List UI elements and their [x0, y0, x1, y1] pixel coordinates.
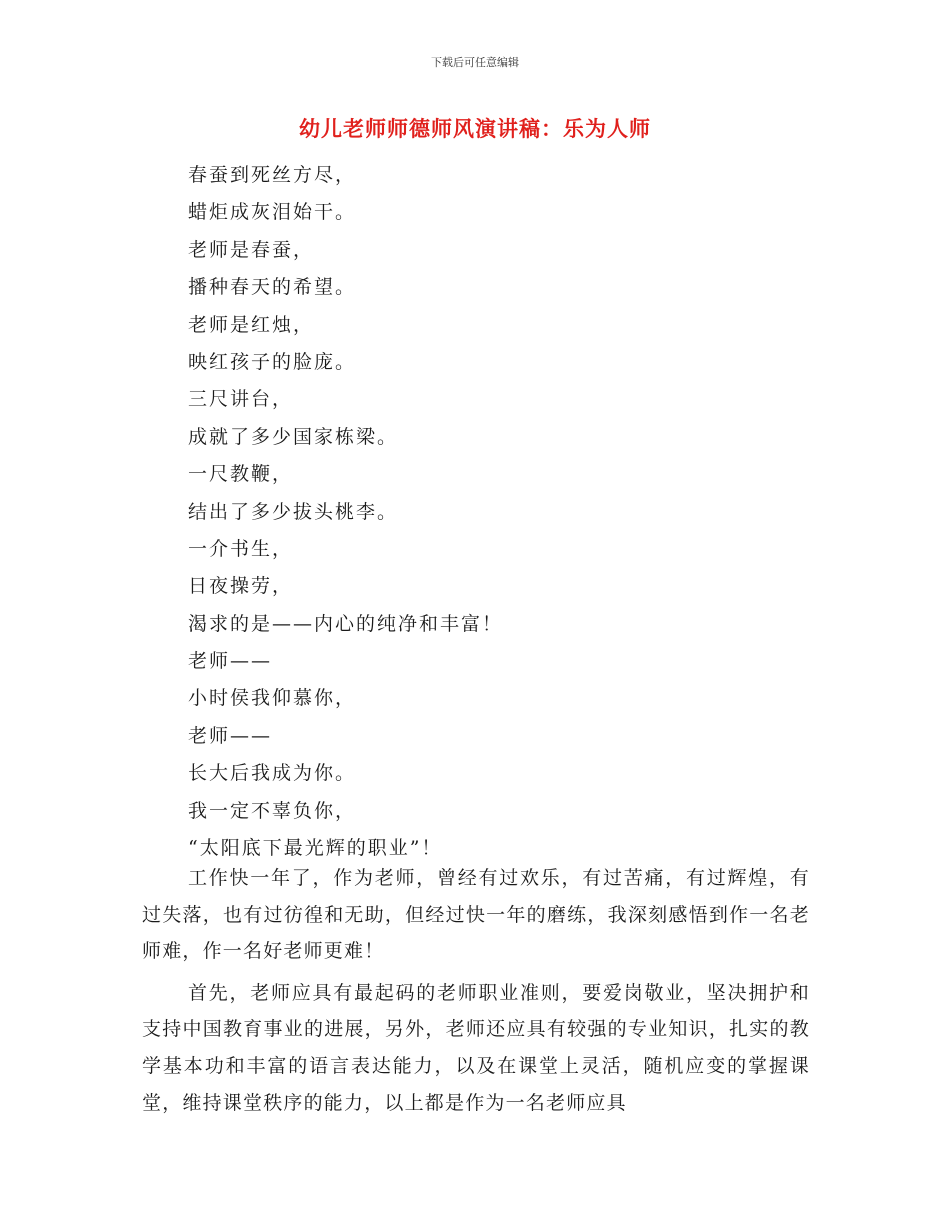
- poem-line: 老师——: [188, 724, 273, 747]
- paragraph: 首先，老师应具有最起码的老师职业准则，要爱岗敬业，坚决拥护和支持中国教育事业的进展，另外，老师还应具有较强的专业知识，扎实的教学基本功和丰富的语言表达能力，以及在课堂上灵活，随机应变的掌握课堂，维持课堂秩序的能力，以上都是作为一名老师应具: [142, 981, 810, 1114]
- poem-line: 老师是春蚕，: [188, 238, 315, 261]
- page-header-note: 下载后可任意编辑: [431, 56, 519, 69]
- poem-line: 一介书生，: [188, 537, 294, 560]
- poem-block: [188, 160, 828, 870]
- poem-line: 播种春天的希望。: [188, 276, 357, 299]
- poem-line: 结出了多少拔头桃李。: [188, 500, 399, 523]
- poem-line: 春蚕到死丝方尽，: [188, 164, 357, 186]
- poem-line: 一尺教鞭，: [188, 463, 294, 486]
- poem-line: 小时侯我仰慕你，: [188, 687, 357, 710]
- poem-line: 老师是红烛，: [188, 313, 315, 336]
- poem-line: 我一定不辜负你，: [188, 799, 357, 822]
- poem-line: 老师——: [188, 650, 273, 673]
- poem-line: 三尺讲台，: [188, 388, 294, 411]
- poem-line: 日夜操劳，: [188, 575, 294, 598]
- poem-line: 长大后我成为你。: [188, 762, 357, 785]
- body-text: [142, 860, 810, 1126]
- poem-line: 渴求的是——内心的纯净和丰富！: [188, 612, 504, 635]
- paragraph: 工作快一年了，作为老师，曾经有过欢乐，有过苦痛，有过辉煌，有过失落，也有过彷徨和无助，但经过快一年的磨练，我深刻感悟到作一名老师难，作一名好老师更难！: [142, 867, 810, 963]
- poem-line: “太阳底下最光辉的职业”！: [188, 837, 443, 860]
- poem-line: 成就了多少国家栋梁。: [188, 425, 399, 448]
- poem-line: 蜡炬成灰泪始干。: [188, 201, 357, 224]
- document-title: 幼儿老师师德师风演讲稿：乐为人师: [299, 117, 651, 141]
- poem-line: 映红孩子的脸庞。: [188, 350, 357, 373]
